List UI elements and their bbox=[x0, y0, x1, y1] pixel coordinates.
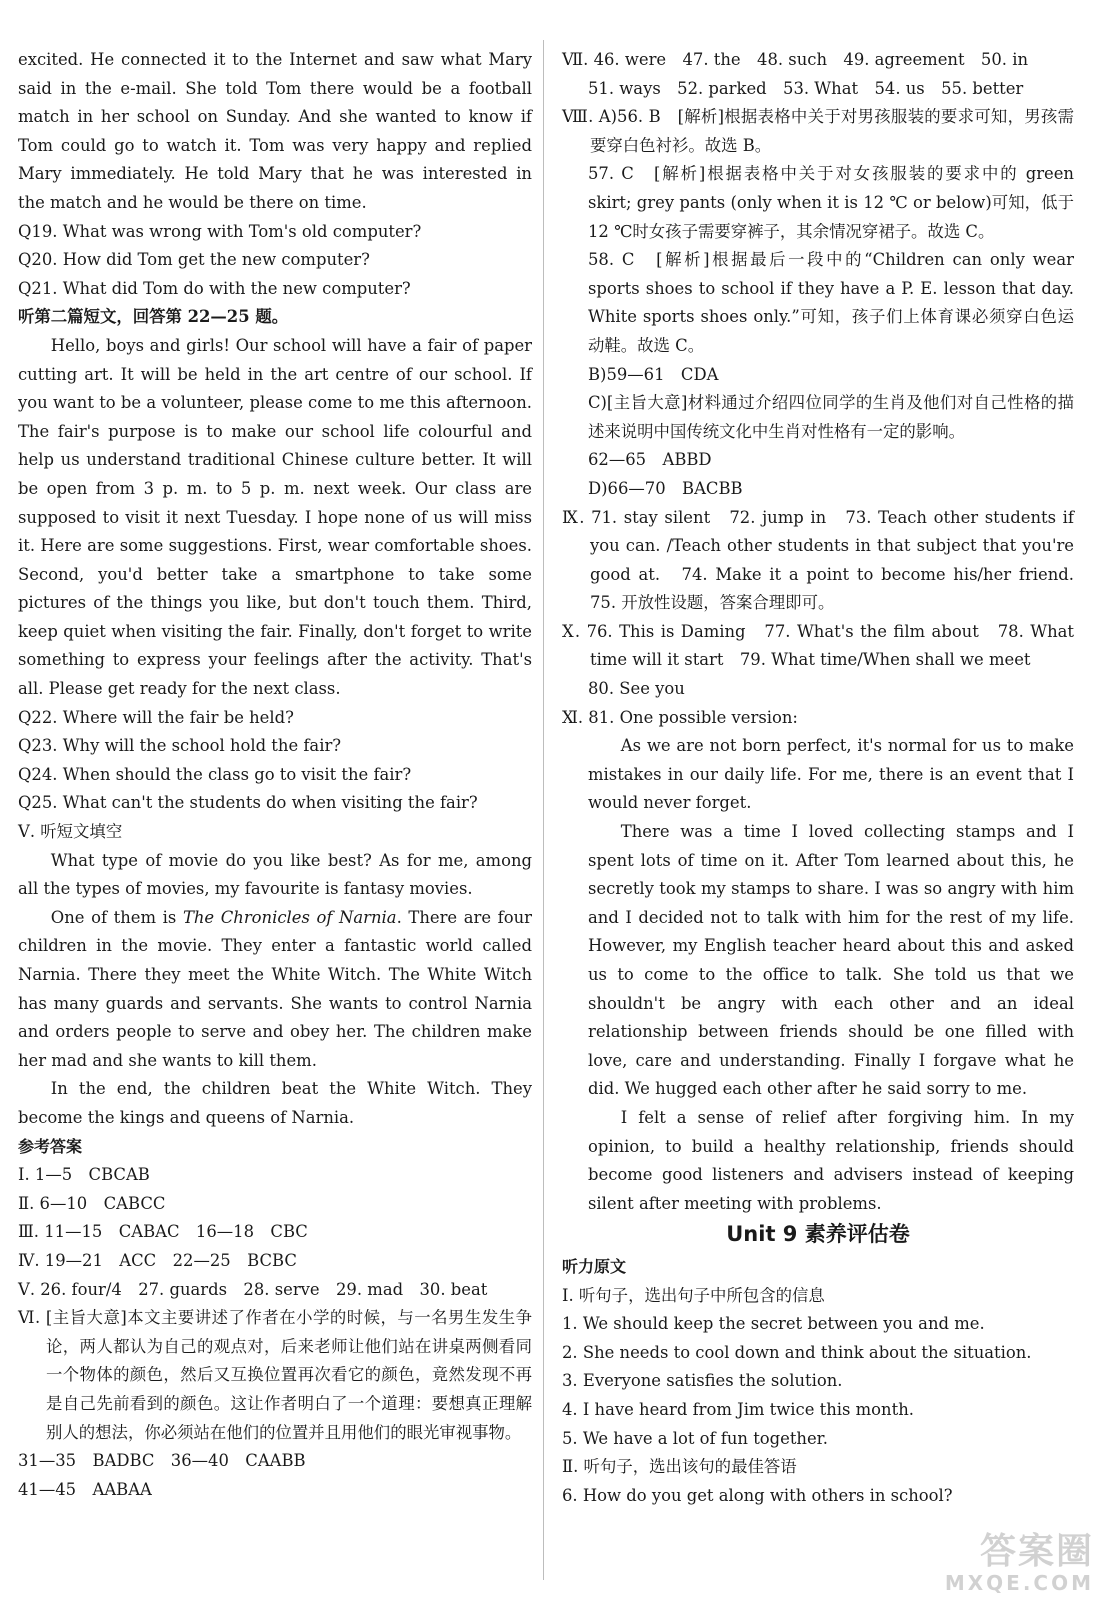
question-line: Q23. Why will the school hold the fair? bbox=[18, 736, 342, 756]
answer-summary: C)[主旨大意]材料通过介绍四位同学的生肖及他们对自己性格的描述来说明中国传统文化中生肖对性格有一定的影响。 bbox=[588, 393, 1074, 441]
answer-line: Ⅺ. 81. One possible version: bbox=[562, 707, 798, 727]
listening-sentence: 1. We should keep the secret between you and me. bbox=[562, 1314, 985, 1334]
movie-paragraph: In the end, the children beat the White Witch. They become the kings and queens of Narnia. bbox=[18, 1079, 532, 1127]
watermark-text: 答案圈 bbox=[979, 1531, 1094, 1572]
answer-line: B)59—61 CDA bbox=[588, 364, 719, 384]
question-line: Q20. How did Tom get the new computer? bbox=[18, 250, 370, 270]
listening-sentence: 2. She needs to cool down and think about the situation. bbox=[562, 1342, 1032, 1362]
listening-sentence: 3. Everyone satisfies the solution. bbox=[562, 1371, 843, 1391]
answer-line: Ⅲ. 11—15 CABAC 16—18 CBC bbox=[18, 1222, 308, 1242]
answer-line: 80. See you bbox=[588, 679, 685, 699]
listening-sentence: 4. I have heard from Jim twice this month. bbox=[562, 1399, 914, 1419]
site-watermark bbox=[916, 1532, 1094, 1598]
movie-paragraph bbox=[18, 904, 532, 1076]
answer-line: 41—45 AABAA bbox=[18, 1479, 152, 1499]
answer-line: Ⅰ. 1—5 CBCAB bbox=[18, 1165, 150, 1185]
movie-paragraph: What type of movie do you like best? As for me, among all the types of movies, my favourite is fantasy movies. bbox=[18, 850, 532, 899]
listening-sentence: 5. We have a lot of fun together. bbox=[562, 1428, 828, 1448]
answer-line: 62—65 ABBD bbox=[588, 450, 712, 470]
movie-title: The Chronicles of Narnia bbox=[182, 907, 397, 927]
essay-paragraph: As we are not born perfect, it's normal for us to make mistakes in our daily life. For me, there is an event that I would never forget. bbox=[588, 736, 1074, 813]
answer-line: Ⅶ. 46. were 47. the 48. such 49. agreement 50. in bbox=[562, 50, 1029, 69]
answer-explanation: 57. C [解析]根据表格中关于对女孩服装的要求中的 green skirt; grey pants (only when it is 12 ℃ or below)可知，低于12 ℃时女孩子需要穿裤子，其余情况穿裙子。故选 C。 bbox=[588, 164, 1074, 241]
question-line: Q19. What was wrong with Tom's old computer? bbox=[18, 221, 422, 241]
question-line: Q25. What can't the students do when visiting the fair? bbox=[18, 793, 478, 813]
left-column bbox=[18, 46, 532, 1504]
sample-essay bbox=[562, 732, 1074, 1218]
answer-explanation: 58. C [解析]根据最后一段中的“Children can only wear sports shoes to school if they have a P. E. lesson that day. White sports shoes only.”可知，孩子们上体育课必须穿白色运动鞋。故选 C。 bbox=[588, 250, 1074, 355]
question-line: Q22. Where will the fair be held? bbox=[18, 707, 294, 727]
listening-sentence: 6. How do you get along with others in school? bbox=[562, 1485, 953, 1505]
answer-line: 51. ways 52. parked 53. What 54. us 55. better bbox=[588, 78, 1024, 98]
answer-explanation: Ⅷ. A)56. B [解析]根据表格中关于对男孩服装的要求可知，男孩需要穿白色衬衫。故选 B。 bbox=[562, 107, 1074, 155]
section-heading: 听第二篇短文，回答第 22—25 题。 bbox=[18, 307, 289, 327]
watermark-url: MXQE.COM bbox=[944, 1571, 1094, 1595]
question-line: Q21. What did Tom do with the new computer? bbox=[18, 278, 411, 298]
answer-line: 31—35 BADBC 36—40 CAABB bbox=[18, 1451, 306, 1471]
essay-paragraph: There was a time I loved collecting stamps and I spent lots of time on it. After Tom learned about this, he secretly took my stamps to share. I was so angry with him and I decided not to talk with him for the rest of my life. However, my English teacher heard about this and asked us to come to the office to talk. She told us that we shouldn't be angry with each other and an ideal relationship between friends should be one filled with love, care and understanding. Finally I forgave what he did. We hugged each other after he said sorry to me. bbox=[588, 822, 1074, 1099]
column-divider bbox=[543, 40, 544, 1580]
answer-explanation: Ⅸ. 71. stay silent 72. jump in 73. Teach other students if you can. /Teach other students in that subject that you're good at. 74. Make it a point to become his/her friend. 75. 开放性设题，答案合理即可。 bbox=[562, 507, 1091, 613]
answer-summary: Ⅵ. [主旨大意]本文主要讲述了作者在小学的时候，与一名男生发生争论，两人都认为自己的观点对，后来老师让他们站在讲桌两侧看同一个物体的颜色，然后又互换位置再次看它的颜色，竟然发现不再是自己先前看到的颜色。这让作者明白了一个道理：要想真正理解别人的想法，你必须站在他们的位置并且用他们的眼光审视事物。 bbox=[18, 1308, 532, 1442]
listening-passage-continued: excited. He connected it to the Internet and saw what Mary said in the e-mail. She told Tom there would be a football match in her school on Sunday. And she wanted to know if Tom could go to watch it. Tom was very happy and replied Mary immediately. He told Mary that he was interested in the match and he would be there on time. bbox=[18, 50, 532, 212]
answer-line: Ⅱ. 6—10 CABCC bbox=[18, 1193, 166, 1213]
answer-line: D)66—70 BACBB bbox=[588, 478, 743, 498]
answer-explanation: Ⅹ. 76. This is Daming 77. What's the film about 78. What time will it start 79. What time/When shall we meet bbox=[562, 621, 1074, 670]
section-heading: Ⅰ. 听句子，选出句子中所包含的信息 bbox=[562, 1285, 825, 1305]
question-line: Q24. When should the class go to visit the fair? bbox=[18, 764, 412, 784]
unit-title: Unit 9 素养评估卷 bbox=[726, 1222, 910, 1247]
answer-line: Ⅴ. 26. four/4 27. guards 28. serve 29. mad 30. beat bbox=[18, 1279, 488, 1299]
answer-line: Ⅳ. 19—21 ACC 22—25 BCBC bbox=[18, 1250, 297, 1270]
movie-text: One of them is bbox=[50, 907, 183, 927]
section-heading: Ⅴ. 听短文填空 bbox=[18, 822, 123, 842]
section-heading: Ⅱ. 听句子，选出该句的最佳答语 bbox=[562, 1457, 797, 1477]
movie-text: . There are four children in the movie. They enter a fantastic world called Narnia. There they meet the White Witch. The White Witch has many guards and servants. She wants to control Narnia and orders people to serve and obey her. The children make her mad and she wants to kill them. bbox=[18, 907, 532, 1070]
listening-passage-2: Hello, boys and girls! Our school will have a fair of paper cutting art. It will be held in the art centre of our school. If you want to be a volunteer, please come to me this afternoon. The fair's purpose is to make our school life colourful and help us understand traditional Chinese culture better. It will be open from 3 p. m. to 5 p. m. next week. Our class are supposed to visit it next Tuesday. I hope none of us will miss it. Here are some suggestions. First, wear comfortable shoes. Second, you'd better take a smartphone to take some pictures of the things you like, but don't touch them. Third, keep quiet when visiting the fair. Finally, don't forget to write something to express your feelings after the activity. That's all. Please get ready for the next class. bbox=[18, 335, 532, 699]
essay-paragraph: I felt a sense of relief after forgiving him. In my opinion, to build a healthy relationship, friends should become good listeners and advisers instead of keeping silent after meeting with problems. bbox=[588, 1107, 1074, 1213]
answers-heading: 参考答案 bbox=[18, 1136, 83, 1156]
right-column bbox=[562, 46, 1091, 1510]
listening-heading: 听力原文 bbox=[562, 1256, 627, 1276]
